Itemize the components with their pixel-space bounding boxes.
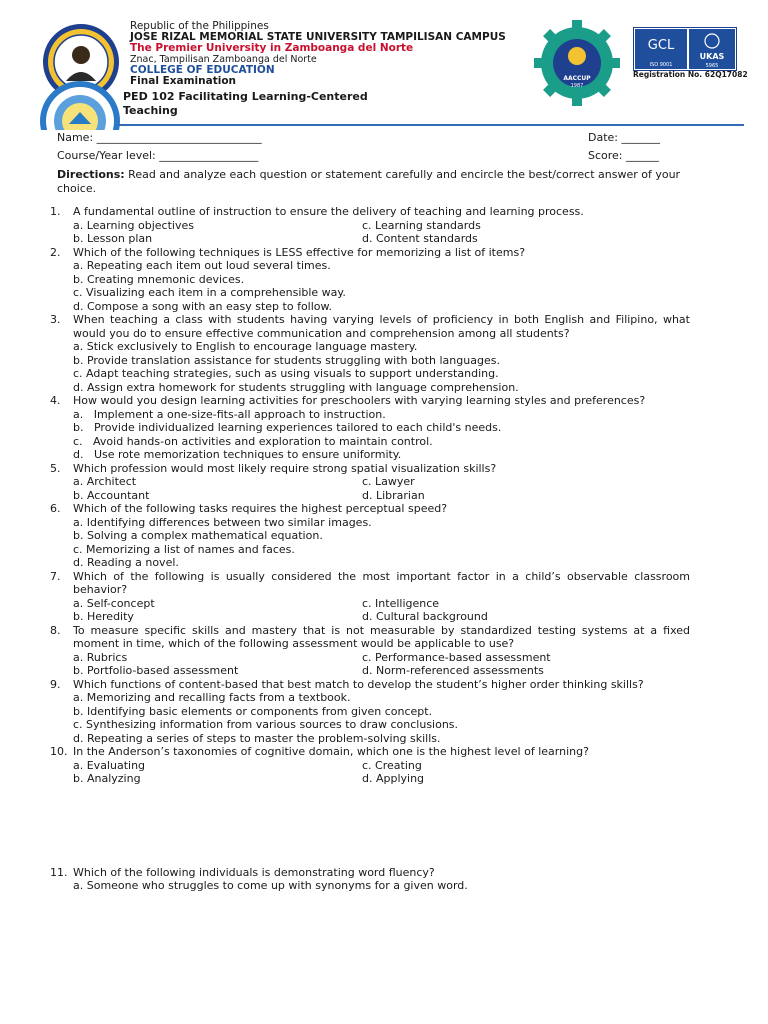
- header-divider: [118, 124, 744, 126]
- question-item: [50, 394, 690, 462]
- answer-option[interactable]: d. Applying: [362, 772, 425, 785]
- question-item: [50, 205, 690, 246]
- answer-option[interactable]: a. Someone who struggles to come up with synonyms for a given word.: [73, 879, 468, 892]
- date-field[interactable]: Date: _______: [588, 131, 660, 144]
- registration-number: Registration No. 62Q17082: [633, 70, 748, 79]
- answer-option[interactable]: a. Rubrics: [73, 650, 128, 664]
- ukas-number: 5965: [705, 63, 719, 69]
- answer-option[interactable]: d. Norm-referenced assessments: [362, 664, 544, 677]
- answer-option[interactable]: c. Synthesizing information from various sources to draw conclusions.: [73, 718, 459, 731]
- answer-option[interactable]: d. Reading a novel.: [73, 556, 179, 569]
- question-number: 7.: [50, 569, 61, 583]
- option-row: [73, 597, 690, 611]
- answer-options: [73, 597, 690, 624]
- answer-option[interactable]: b. Portfolio-based assessment: [73, 664, 239, 677]
- answer-option[interactable]: b. Analyzing: [73, 772, 141, 785]
- question-item: [50, 462, 690, 503]
- college-name: COLLEGE OF EDUCATION: [130, 64, 275, 76]
- question-number: 8.: [50, 623, 61, 637]
- question-item: [50, 313, 690, 394]
- course-title-line2: Teaching: [123, 104, 178, 117]
- option-row: [73, 759, 690, 773]
- answer-option[interactable]: b. Solving a complex mathematical equation.: [73, 529, 323, 542]
- question-stem: Which functions of content-based that best match to develop the student’s higher order thinking skills?: [73, 677, 644, 691]
- answer-option[interactable]: c. Performance-based assessment: [362, 650, 551, 664]
- answer-option[interactable]: a. Identifying differences between two similar images.: [73, 515, 372, 529]
- exam-type: Final Examination: [130, 75, 237, 87]
- question-number: 4.: [50, 394, 61, 407]
- answer-options: [73, 691, 690, 745]
- answer-option[interactable]: c. Learning standards: [362, 218, 481, 232]
- answer-option[interactable]: c. Creating: [362, 758, 422, 772]
- answer-option[interactable]: a. Architect: [73, 475, 137, 488]
- university-tagline: The Premier University in Zamboanga del Norte: [130, 42, 414, 54]
- question-number: 6.: [50, 502, 61, 515]
- iso-label: ISO 9001: [649, 62, 673, 68]
- option-row: [73, 651, 690, 665]
- answer-options: [73, 759, 690, 786]
- aaccup-year: 1987: [570, 83, 584, 89]
- course-year-field[interactable]: Course/Year level: __________________: [57, 149, 259, 162]
- question-number: 9.: [50, 677, 61, 691]
- answer-option[interactable]: c. Lawyer: [362, 475, 415, 488]
- option-row: [73, 489, 690, 503]
- question-list: [50, 205, 690, 893]
- answer-options: [73, 219, 690, 246]
- question-stem: In the Anderson’s taxonomies of cognitive domain, which one is the highest level of learning?: [73, 745, 589, 758]
- answer-option[interactable]: a. Evaluating: [73, 758, 146, 772]
- answer-option[interactable]: b. Provide individualized learning experiences tailored to each child's needs.: [73, 421, 502, 434]
- answer-option[interactable]: a. Implement a one-size-fits-all approach to instruction.: [73, 407, 386, 421]
- question-stem: Which of the following tasks requires the highest perceptual speed?: [73, 502, 448, 515]
- question-item: [50, 866, 690, 893]
- option-row: [73, 610, 690, 624]
- question-stem: A fundamental outline of instruction to ensure the delivery of teaching and learning process.: [73, 205, 584, 218]
- university-address: Znac, Tampilisan Zamboanga del Norte: [130, 54, 317, 65]
- iso-certification-icon: [633, 27, 737, 71]
- document-header: [0, 0, 768, 128]
- option-row: [73, 232, 690, 246]
- question-stem: Which of the following techniques is LESS effective for memorizing a list of items?: [73, 245, 526, 259]
- question-stem: When teaching a class with students having varying levels of proficiency in both English and Filipino, what would you do to ensure effective communication and comprehension among all students?: [73, 313, 690, 340]
- option-row: [73, 219, 690, 233]
- answer-option[interactable]: d. Content standards: [362, 232, 478, 245]
- answer-option[interactable]: b. Creating mnemonic devices.: [73, 272, 245, 286]
- option-row: [73, 772, 690, 786]
- option-row: [73, 664, 690, 678]
- ukas-label: UKAS: [699, 52, 725, 61]
- answer-option[interactable]: b. Heredity: [73, 610, 134, 623]
- answer-option[interactable]: c. Intelligence: [362, 596, 440, 610]
- question-number: 5.: [50, 461, 61, 475]
- answer-option[interactable]: a. Learning objectives: [73, 218, 194, 232]
- question-item: [50, 624, 690, 678]
- college-seal-icon: [39, 80, 121, 130]
- answer-option[interactable]: d. Repeating a series of steps to master the problem-solving skills.: [73, 731, 441, 745]
- answer-options: [73, 340, 690, 394]
- directions-label: Directions:: [57, 168, 125, 181]
- answer-options: [73, 408, 690, 462]
- answer-options: [73, 651, 690, 678]
- question-number: 3.: [50, 313, 61, 326]
- answer-option[interactable]: a. Repeating each item out loud several times.: [73, 259, 331, 272]
- answer-options: [73, 259, 690, 313]
- answer-option[interactable]: c. Avoid hands-on activities and exploration to maintain control.: [73, 434, 433, 448]
- answer-options: [73, 475, 690, 502]
- question-item: [50, 745, 690, 786]
- republic-line: Republic of the Philippines: [130, 20, 269, 32]
- page-spacer: [50, 786, 690, 866]
- university-name: JOSE RIZAL MEMORIAL STATE UNIVERSITY TAMPILISAN CAMPUS: [130, 31, 506, 43]
- answer-option[interactable]: b. Identifying basic elements or components from given concept.: [73, 704, 433, 718]
- question-stem: To measure specific skills and mastery that is not measurable by standardized testing systems at a fixed moment in time, which of the following assessment would be applicable to use?: [73, 623, 690, 650]
- answer-option[interactable]: b. Lesson plan: [73, 232, 153, 245]
- gcl-label: GCL: [647, 38, 675, 53]
- answer-option[interactable]: c. Memorizing a list of names and faces.: [73, 542, 295, 556]
- name-field[interactable]: Name: ______________________________: [57, 131, 262, 144]
- aaccup-label: AACCUP: [563, 75, 591, 82]
- question-number: 1.: [50, 205, 61, 218]
- answer-option[interactable]: d. Librarian: [362, 488, 425, 502]
- course-title: [123, 90, 368, 118]
- question-item: [50, 678, 690, 746]
- aaccup-badge-icon: [534, 20, 620, 106]
- answer-option[interactable]: a. Memorizing and recalling facts from a textbook.: [73, 691, 351, 704]
- answer-option[interactable]: d. Cultural background: [362, 610, 488, 623]
- question-number: 11.: [50, 865, 68, 879]
- answer-option[interactable]: c. Adapt teaching strategies, such as using visuals to support understanding.: [73, 367, 499, 380]
- header-text-block: [130, 21, 506, 87]
- option-row: [73, 475, 690, 489]
- answer-option[interactable]: d. Compose a song with an easy step to follow.: [73, 299, 333, 313]
- answer-option[interactable]: c. Visualizing each item in a comprehensible way.: [73, 286, 346, 299]
- question-stem: Which of the following individuals is demonstrating word fluency?: [73, 865, 435, 879]
- answer-option[interactable]: a. Stick exclusively to English to encourage language mastery.: [73, 340, 418, 353]
- answer-options: [73, 516, 690, 570]
- question-stem: Which of the following is usually considered the most important factor in a child’s observable classroom behavior?: [73, 569, 690, 596]
- answer-option[interactable]: b. Accountant: [73, 488, 150, 502]
- question-stem: Which profession would most likely require strong spatial visualization skills?: [73, 461, 497, 475]
- question-number: 2.: [50, 245, 61, 259]
- question-stem: How would you design learning activities for preschoolers with varying learning styles and preferences?: [73, 394, 646, 407]
- answer-option[interactable]: b. Provide translation assistance for students struggling with both languages.: [73, 353, 500, 367]
- answer-option[interactable]: a. Self-concept: [73, 596, 155, 610]
- directions-text: Read and analyze each question or statement carefully and encircle the best/correct answer of your choice.: [57, 168, 681, 195]
- directions: [57, 168, 685, 196]
- course-title-line1: PED 102 Facilitating Learning-Centered: [123, 90, 368, 103]
- question-item: [50, 246, 690, 314]
- answer-options: [73, 879, 690, 893]
- question-item: [50, 570, 690, 624]
- question-number: 10.: [50, 745, 68, 758]
- answer-option[interactable]: d. Assign extra homework for students struggling with language comprehension.: [73, 380, 519, 394]
- question-item: [50, 502, 690, 570]
- answer-option[interactable]: d. Use rote memorization techniques to ensure uniformity.: [73, 448, 402, 461]
- score-field[interactable]: Score: ______: [588, 149, 660, 162]
